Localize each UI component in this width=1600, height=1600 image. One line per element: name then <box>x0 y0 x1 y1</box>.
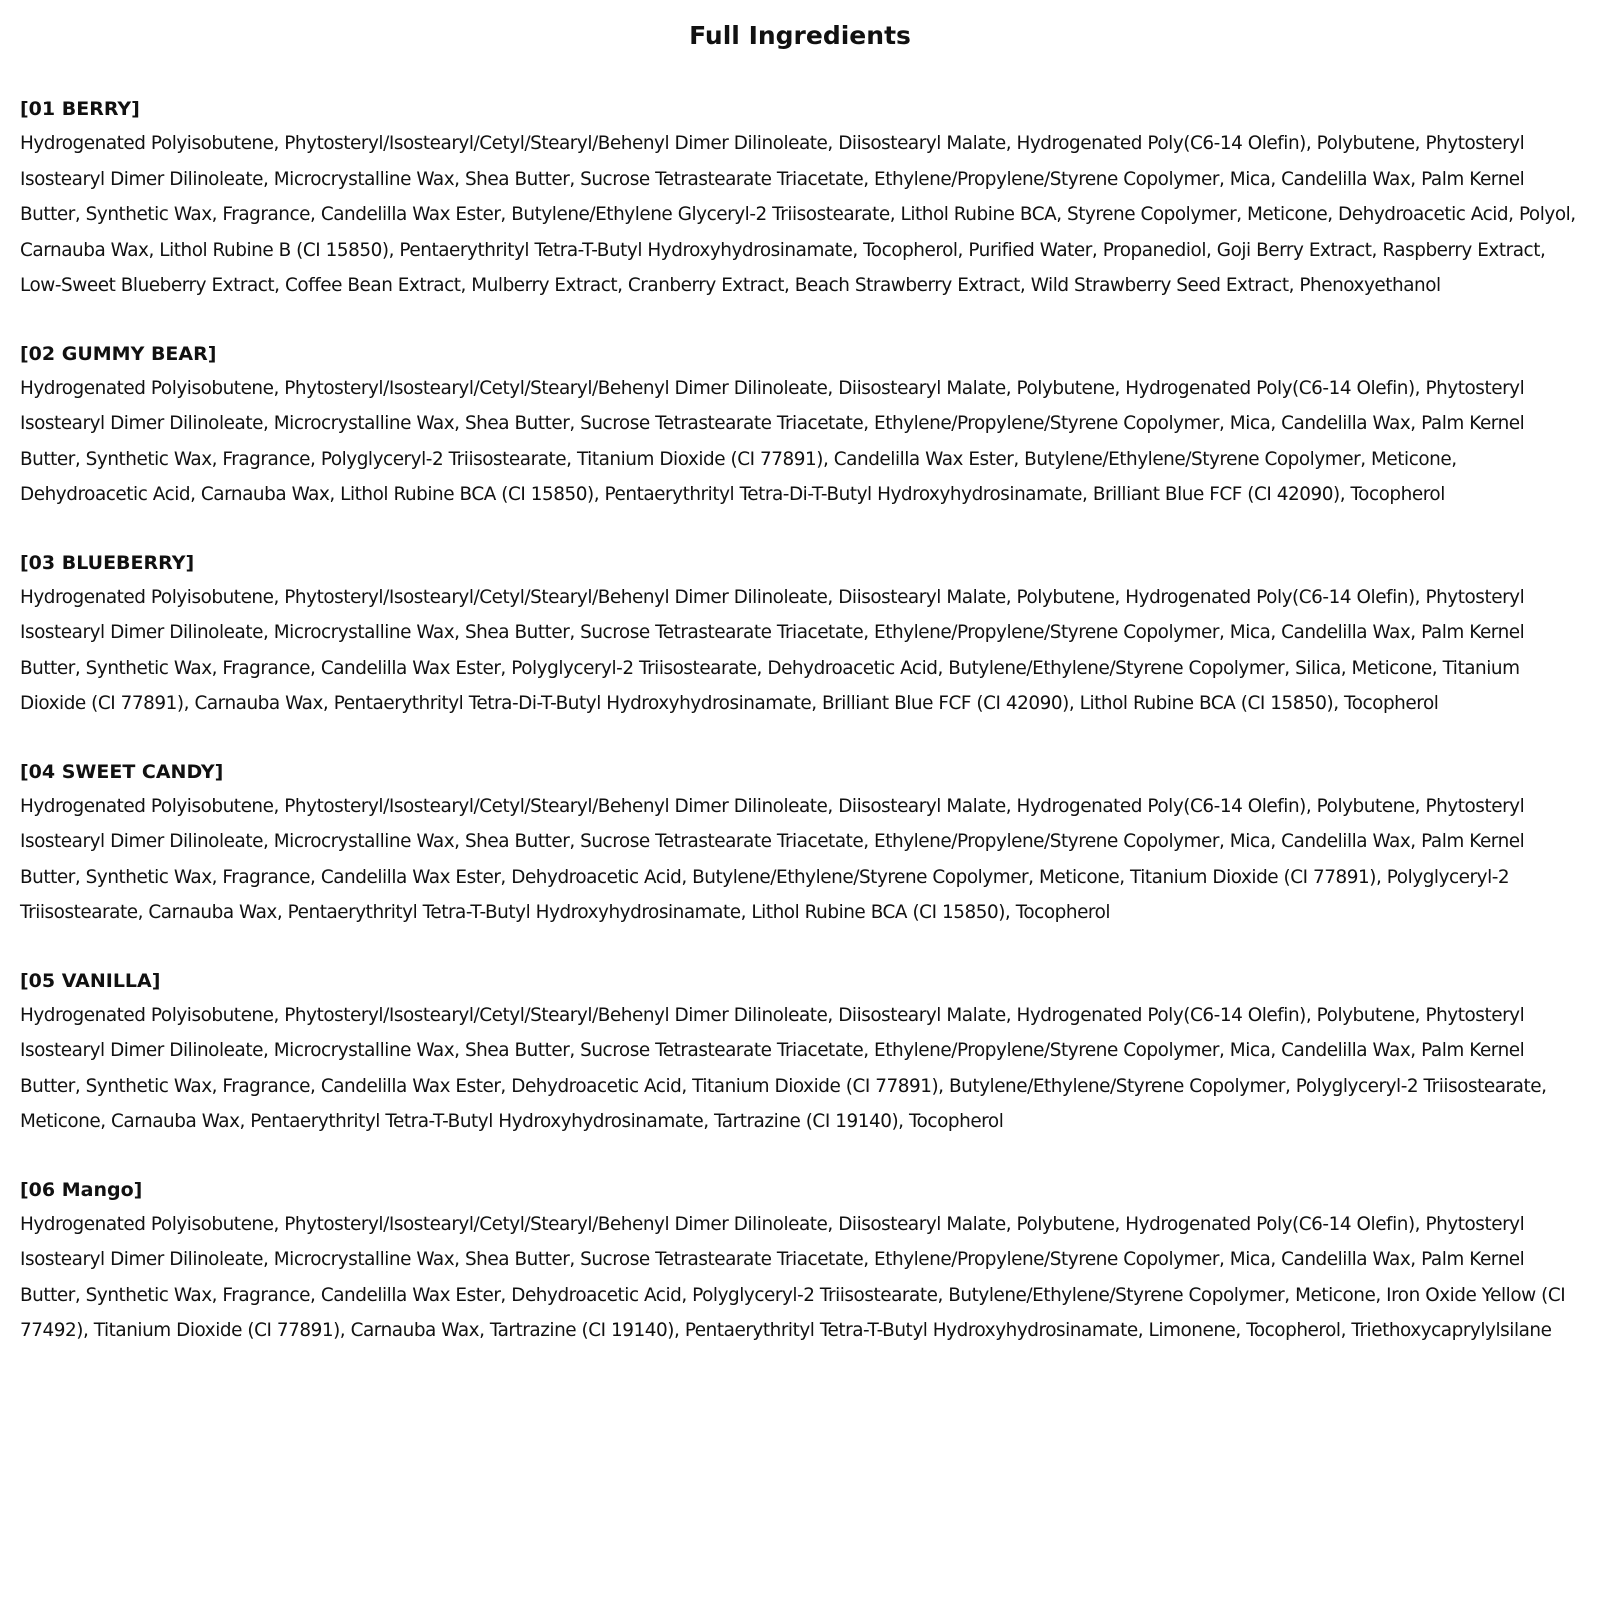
ingredient-list: Hydrogenated Polyisobutene, Phytosteryl/Isostearyl/Cetyl/Stearyl/Behenyl Dimer Dilinoleate, Diisostearyl Malate, Polybutene, Hydrogenated Poly(C6-14 Olefin), Phytosteryl Isostearyl Dimer Dilinoleate, Microcrystalline Wax, Shea Butter, Sucrose Tetrastearate Triacetate, Ethylene/Propylene/Styrene Copolymer, Mica, Candelilla Wax, Palm Kernel Butter, Synthetic Wax, Fragrance, Polyglyceryl-2 Triisostearate, Titanium Dioxide (CI 77891), Candelilla Wax Ester, Butylene/Ethylene/Styrene Copolymer, Meticone, Dehydroacetic Acid, Carnauba Wax, Lithol Rubine BCA (CI 15850), Pentaerythrityl Tetra-Di-T-Butyl Hydroxyhydrosinamate, Brilliant Blue FCF (CI 42090), Tocopherol <box>20 377 1525 505</box>
ingredient-sections <box>20 92 1586 1382</box>
section-05-vanilla <box>20 964 1586 1140</box>
ingredient-list: Hydrogenated Polyisobutene, Phytosteryl/Isostearyl/Cetyl/Stearyl/Behenyl Dimer Dilinoleate, Diisostearyl Malate, Hydrogenated Poly(C6-14 Olefin), Polybutene, Phytosteryl Isostearyl Dimer Dilinoleate, Microcrystalline Wax, Shea Butter, Sucrose Tetrastearate Triacetate, Ethylene/Propylene/Styrene Copolymer, Mica, Candelilla Wax, Palm Kernel Butter, Synthetic Wax, Fragrance, Candelilla Wax Ester, Butylene/Ethylene Glyceryl-2 Triisostearate, Lithol Rubine BCA, Styrene Copolymer, Meticone, Dehydroacetic Acid, Polyol, Carnauba Wax, Lithol Rubine B (CI 15850), Pentaerythrityl Tetra-T-Butyl Hydroxyhydrosinamate, Tocopherol, Purified Water, Propanediol, Goji Berry Extract, Raspberry Extract, Low-Sweet Blueberry Extract, Coffee Bean Extract, Mulberry Extract, Cranberry Extract, Beach Strawberry Extract, Wild Strawberry Seed Extract, Phenoxyethanol <box>20 133 1576 296</box>
section-heading: [01 BERRY] <box>20 98 140 120</box>
section-heading: [06 Mango] <box>20 1178 143 1201</box>
ingredient-list: Hydrogenated Polyisobutene, Phytosteryl/Isostearyl/Cetyl/Stearyl/Behenyl Dimer Dilinoleate, Diisostearyl Malate, Hydrogenated Poly(C6-14 Olefin), Polybutene, Phytosteryl Isostearyl Dimer Dilinoleate, Microcrystalline Wax, Shea Butter, Sucrose Tetrastearate Triacetate, Ethylene/Propylene/Styrene Copolymer, Mica, Candelilla Wax, Palm Kernel Butter, Synthetic Wax, Fragrance, Candelilla Wax Ester, Dehydroacetic Acid, Butylene/Ethylene/Styrene Copolymer, Meticone, Titanium Dioxide (CI 77891), Polyglyceryl-2 Triisostearate, Carnauba Wax, Pentaerythrityl Tetra-T-Butyl Hydroxyhydrosinamate, Lithol Rubine BCA (CI 15850), Tocopherol <box>20 795 1525 923</box>
section-03-blueberry <box>20 546 1586 722</box>
section-heading: [02 GUMMY BEAR] <box>20 342 217 365</box>
ingredient-list: Hydrogenated Polyisobutene, Phytosteryl/Isostearyl/Cetyl/Stearyl/Behenyl Dimer Dilinoleate, Diisostearyl Malate, Hydrogenated Poly(C6-14 Olefin), Polybutene, Phytosteryl Isostearyl Dimer Dilinoleate, Microcrystalline Wax, Shea Butter, Sucrose Tetrastearate Triacetate, Ethylene/Propylene/Styrene Copolymer, Mica, Candelilla Wax, Palm Kernel Butter, Synthetic Wax, Fragrance, Candelilla Wax Ester, Dehydroacetic Acid, Titanium Dioxide (CI 77891), Butylene/Ethylene/Styrene Copolymer, Polyglyceryl-2 Triisostearate, Meticone, Carnauba Wax, Pentaerythrityl Tetra-T-Butyl Hydroxyhydrosinamate, Tartrazine (CI 19140), Tocopherol <box>20 1004 1547 1132</box>
section-heading: [05 VANILLA] <box>20 969 161 992</box>
section-01-berry <box>20 92 1586 304</box>
page-title: Full Ingredients <box>689 21 911 50</box>
section-heading: [03 BLUEBERRY] <box>20 551 195 574</box>
section-04-sweet-candy <box>20 755 1586 931</box>
ingredient-list: Hydrogenated Polyisobutene, Phytosteryl/Isostearyl/Cetyl/Stearyl/Behenyl Dimer Dilinoleate, Diisostearyl Malate, Polybutene, Hydrogenated Poly(C6-14 Olefin), Phytosteryl Isostearyl Dimer Dilinoleate, Microcrystalline Wax, Shea Butter, Sucrose Tetrastearate Triacetate, Ethylene/Propylene/Styrene Copolymer, Mica, Candelilla Wax, Palm Kernel Butter, Synthetic Wax, Fragrance, Candelilla Wax Ester, Polyglyceryl-2 Triisostearate, Dehydroacetic Acid, Butylene/Ethylene/Styrene Copolymer, Silica, Meticone, Titanium Dioxide (CI 77891), Carnauba Wax, Pentaerythrityl Tetra-Di-T-Butyl Hydroxyhydrosinamate, Brilliant Blue FCF (CI 42090), Lithol Rubine BCA (CI 15850), Tocopherol <box>20 586 1525 714</box>
section-02-gummy-bear <box>20 337 1586 513</box>
section-06-mango <box>20 1173 1586 1349</box>
section-heading: [04 SWEET CANDY] <box>20 760 224 783</box>
ingredient-list: Hydrogenated Polyisobutene, Phytosteryl/Isostearyl/Cetyl/Stearyl/Behenyl Dimer Dilinoleate, Diisostearyl Malate, Polybutene, Hydrogenated Poly(C6-14 Olefin), Phytosteryl Isostearyl Dimer Dilinoleate, Microcrystalline Wax, Shea Butter, Sucrose Tetrastearate Triacetate, Ethylene/Propylene/Styrene Copolymer, Mica, Candelilla Wax, Palm Kernel Butter, Synthetic Wax, Fragrance, Candelilla Wax Ester, Dehydroacetic Acid, Polyglyceryl-2 Triisostearate, Butylene/Ethylene/Styrene Copolymer, Meticone, Iron Oxide Yellow (CI 77492), Titanium Dioxide (CI 77891), Carnauba Wax, Tartrazine (CI 19140), Pentaerythrityl Tetra-T-Butyl Hydroxyhydrosinamate, Limonene, Tocopherol, Triethoxycaprylylsilane <box>20 1213 1566 1341</box>
